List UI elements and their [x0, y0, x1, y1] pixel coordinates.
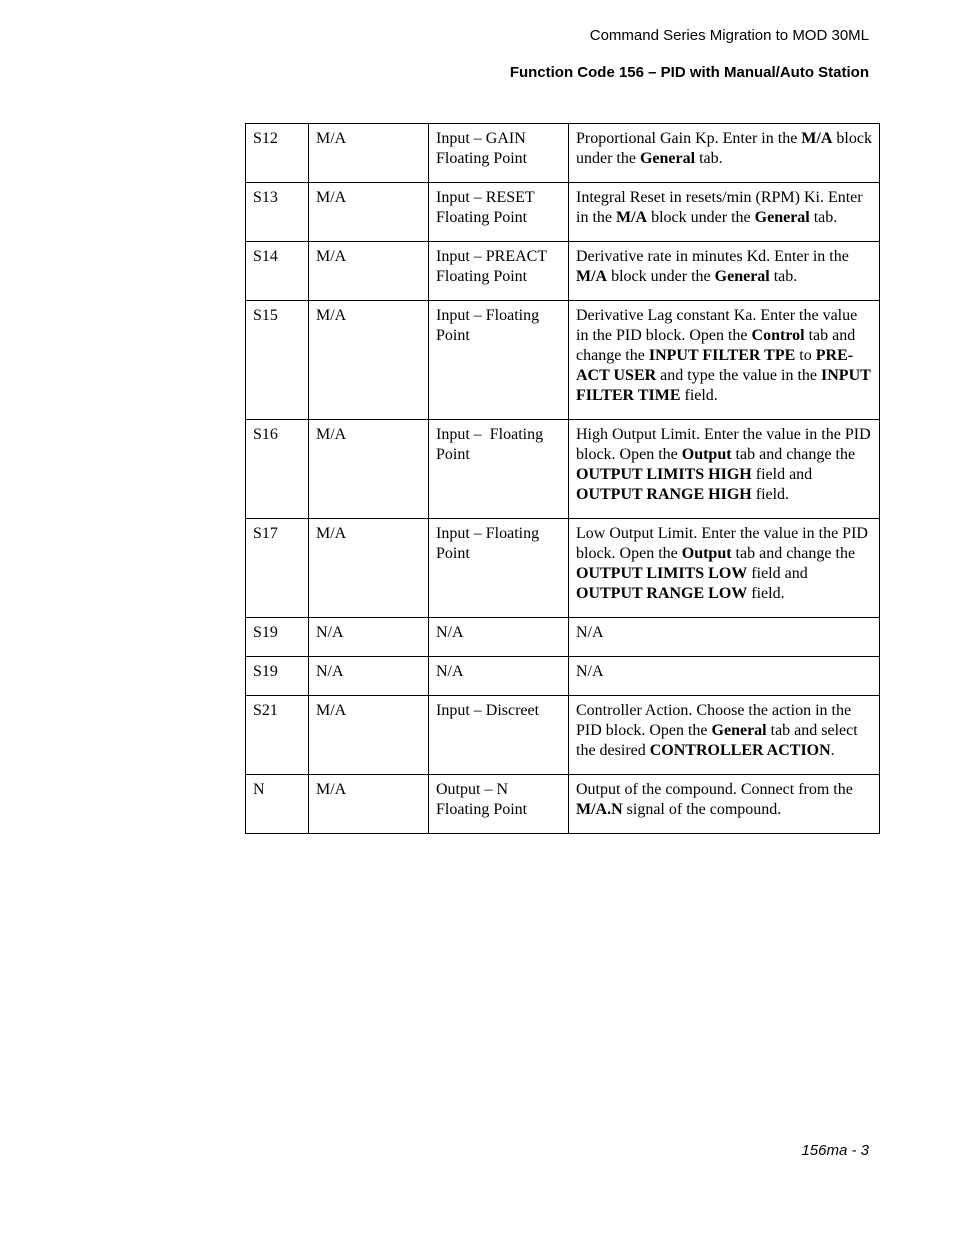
description-text: Low Output Limit. Enter the value in the PID block. Open the: [576, 525, 868, 562]
type-line: Floating Point: [436, 268, 528, 285]
description-bold-text: Output: [681, 545, 732, 562]
block-cell: M/A: [309, 301, 429, 420]
description-text: field.: [680, 387, 718, 404]
description-bold-text: Output: [681, 446, 732, 463]
type-line: Input – GAIN: [436, 130, 526, 147]
description-bold-text: INPUT FILTER TIME: [576, 367, 871, 404]
type-line: N/A: [436, 663, 464, 680]
type-cell: [429, 242, 569, 301]
description-bold-text: PRE-ACT USER: [576, 347, 854, 384]
spec-cell: S14: [246, 242, 309, 301]
description-bold-text: General: [714, 268, 770, 285]
table-row: [246, 657, 880, 696]
table-row: [246, 775, 880, 834]
spec-cell: S12: [246, 124, 309, 183]
spec-cell: S13: [246, 183, 309, 242]
type-line: Floating Point: [436, 150, 528, 167]
page-number: 156ma - 3: [801, 1142, 869, 1159]
block-cell: M/A: [309, 775, 429, 834]
description-text: N/A: [576, 663, 604, 680]
description-cell: [569, 775, 880, 834]
table-row: [246, 183, 880, 242]
description-text: field and: [751, 466, 813, 483]
running-header-title: Command Series Migration to MOD 30ML: [589, 27, 869, 44]
type-line: Output – N: [436, 781, 508, 798]
type-cell: [429, 775, 569, 834]
block-cell: M/A: [309, 124, 429, 183]
spec-cell: S21: [246, 696, 309, 775]
description-bold-text: M/A: [576, 268, 608, 285]
type-line: N/A: [436, 624, 464, 641]
description-text: tab.: [769, 268, 798, 285]
description-text: and type the value in the: [656, 367, 822, 384]
description-text: tab and change the: [731, 545, 856, 562]
description-bold-text: INPUT FILTER TPE: [648, 347, 796, 364]
block-cell: M/A: [309, 242, 429, 301]
type-cell: [429, 420, 569, 519]
type-line: Point: [436, 327, 470, 344]
type-line: Floating Point: [436, 209, 528, 226]
block-cell: M/A: [309, 696, 429, 775]
table-row: [246, 242, 880, 301]
spec-table: [245, 123, 880, 834]
description-text: signal of the compound.: [622, 801, 782, 818]
type-line: Input – Discreet: [436, 702, 540, 719]
description-cell: [569, 696, 880, 775]
spec-cell: S16: [246, 420, 309, 519]
description-cell: [569, 124, 880, 183]
type-cell: [429, 124, 569, 183]
description-bold-text: M/A: [616, 209, 648, 226]
description-text: N/A: [576, 624, 604, 641]
description-text: tab and change the: [576, 327, 856, 364]
description-cell: [569, 519, 880, 618]
type-line: Input – Floating: [436, 525, 540, 542]
table-row: [246, 301, 880, 420]
description-text: field.: [751, 486, 790, 503]
type-cell: [429, 618, 569, 657]
description-bold-text: General: [711, 722, 767, 739]
block-cell: N/A: [309, 618, 429, 657]
table-row: [246, 696, 880, 775]
description-text: tab and select the desired: [576, 722, 858, 759]
description-text: field and: [747, 565, 808, 582]
description-text: Derivative Lag constant Ka. Enter the value in the PID block. Open the: [576, 307, 858, 344]
type-cell: [429, 183, 569, 242]
type-cell: [429, 519, 569, 618]
table-row: [246, 519, 880, 618]
block-cell: M/A: [309, 519, 429, 618]
description-bold-text: M/A: [801, 130, 833, 147]
description-bold-text: OUTPUT LIMITS HIGH: [576, 466, 752, 483]
type-cell: [429, 657, 569, 696]
block-cell: N/A: [309, 657, 429, 696]
description-cell: [569, 420, 880, 519]
block-cell: M/A: [309, 420, 429, 519]
description-text: Proportional Gain Kp. Enter in the: [576, 130, 802, 147]
description-text: Derivative rate in minutes Kd. Enter in the: [576, 248, 849, 265]
table-row: [246, 618, 880, 657]
spec-cell: S19: [246, 618, 309, 657]
spec-cell: S15: [246, 301, 309, 420]
spec-cell: S17: [246, 519, 309, 618]
type-line: Point: [436, 446, 470, 463]
running-header-section: Function Code 156 – PID with Manual/Auto Station: [509, 64, 869, 81]
description-bold-text: General: [639, 150, 696, 167]
description-cell: [569, 183, 880, 242]
type-line: Input – PREACT: [436, 248, 548, 265]
block-cell: M/A: [309, 183, 429, 242]
description-text: tab and change the: [731, 446, 856, 463]
description-text: Controller Action. Choose the action in the PID block. Open the: [576, 702, 852, 739]
description-text: to: [795, 347, 816, 364]
table-row: [246, 124, 880, 183]
description-bold-text: Control: [751, 327, 805, 344]
description-bold-text: CONTROLLER ACTION: [649, 742, 831, 759]
description-bold-text: M/A.N: [576, 801, 623, 818]
description-text: tab.: [809, 209, 838, 226]
spec-cell: S19: [246, 657, 309, 696]
description-text: .: [830, 742, 835, 759]
description-text: Integral Reset in resets/min (RPM) Ki. Enter in the: [576, 189, 863, 226]
spec-cell: N: [246, 775, 309, 834]
type-line: Point: [436, 545, 470, 562]
spec-table-body: [246, 124, 880, 834]
description-text: Output of the compound. Connect from the: [576, 781, 853, 798]
type-line: Input – RESET: [436, 189, 535, 206]
description-text: High Output Limit. Enter the value in the PID block. Open the: [576, 426, 871, 463]
description-cell: [569, 618, 880, 657]
description-text: block under the: [607, 268, 715, 285]
description-bold-text: General: [754, 209, 810, 226]
description-text: block under the: [576, 130, 872, 167]
description-text: field.: [747, 585, 785, 602]
description-cell: [569, 301, 880, 420]
description-bold-text: OUTPUT RANGE LOW: [576, 585, 748, 602]
type-line: Floating Point: [436, 801, 528, 818]
table-row: [246, 420, 880, 519]
description-cell: [569, 657, 880, 696]
type-cell: [429, 301, 569, 420]
description-cell: [569, 242, 880, 301]
type-line: Input – Floating: [436, 307, 540, 324]
description-bold-text: OUTPUT RANGE HIGH: [576, 486, 752, 503]
description-bold-text: OUTPUT LIMITS LOW: [576, 565, 748, 582]
type-cell: [429, 696, 569, 775]
description-text: tab.: [695, 150, 723, 167]
description-text: block under the: [647, 209, 755, 226]
type-line: Input – Floating: [436, 426, 544, 443]
